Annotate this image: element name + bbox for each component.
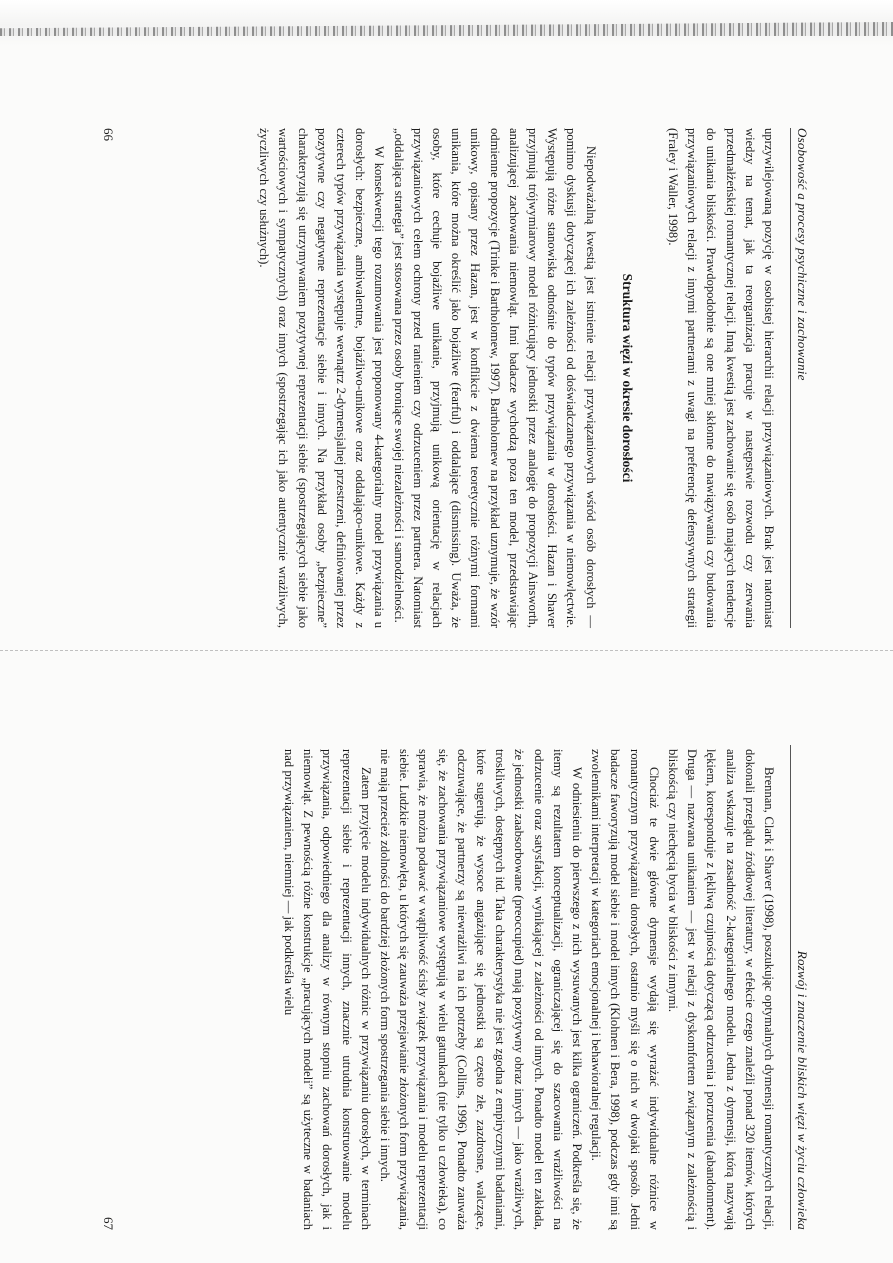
page-number-right: 67 bbox=[101, 1217, 116, 1230]
running-head-left: Osobowość a procesy psychiczne i zachowanie bbox=[790, 128, 810, 628]
right-paragraph-3: W odniesieniu do pierwszego z nich wysuwanych jest kilka ograniczeń. Podkreśla się, że itemy są rezultatem konceptualizacji, ograniczającej się do szacowania wrażliwości na odrzucenie oraz satysfakcji, wynikającej z zależności od innych. Ponadto model ten zakłada, że jednostki zaabsorbowane (preoccupied) mają pozytywny obraz innych — jako wrażliwych, troskliwych, dostępnych itd. Taka charakterystyka nie jest zgodna z empirycznymi badaniami, które sugerują, że wysoce angażujące się jednostki są często złe, zazdrosne, walczące, odczuwające, że partnerzy są niewrażliwi na ich potrzeby (Collins, 1996). Ponadto zauważa się, że zachowania przywiązaniowe występują w wielu gatunkach (nie tylko u człowieka), co sprawia, że można podawać w wątpliwość ścisły związek przywiązania i modelu reprezentacji siebie. Ludzkie niemowlęta, u których się zauważa przejawianie złożonych form przywiązania, nie mają przecież zdolności do bardziej złożonych form spostrzegania siebie i innych. bbox=[377, 749, 584, 1230]
page-left bbox=[90, 128, 810, 628]
running-head-right: Rozwój i znaczenie bliskich więzi w życiu człowieka bbox=[790, 745, 810, 1230]
left-section-paragraph-1: Niepodważalną kwestią jest istnienie relacji przywiązaniowych wśród osób dorosłych — pomimo dyskusji dotyczącej ich zależności od doświadczanego przywiązania w niemowlęctwie. Występują różne stanowiska odnośnie do typów przywiązania w dorosłości. Hazan i Shaver przyjmują trójwymiarowy model różnicujący jednostki przez analogię do propozycji Ainsworth, analizującej zachowania niemowląt. Inni badacze wychodzą poza ten model, przedstawiając odmienne propozycje (Trinke i Bartholomew, 1997). Bartholomew na przykład uznymuje, że wzór unikowy, opisany przez Hazan, jest w konflikcie z dwiema teoretycznie różnymi formami unikania, które można określić jako bojaźliwe (fearful) i oddalające (dismissing). Uważa, że osoby, które cechuje bojaźliwe unikanie, przyjmują unikową orientację w relacjach przywiązaniowych celem ochrony przed ranieniem czy odrzuceniem przez partnera. Natomiast „oddalająca strategia” jest stosowana przez osoby broniące swojej niezależności i samodzielności. bbox=[391, 128, 598, 628]
page-right bbox=[90, 745, 810, 1230]
book-fold bbox=[0, 650, 893, 652]
left-section-paragraph-2: W konsekwencji tego rozumowania jest proponowany 4-kategorialny model przywiązania u dorosłych: bezpieczne, ambiwalentne, bojaźliwo-unikowe oraz oddalająco-unikowe. Każdy z czterech typów przywiązania występuje wewnątrz 2-dymensjalnej przestrzeni, definiowanej przez pozytywne czy negatywne reprezentacje siebie i innych. Na przykład osoby „bezpieczne” charakteryzują się utrzymywaniem pozytywnej reprezentacji siebie (spostrzegających siebie jako wartościowych i sympatycznych) oraz innych (spostrzegając ich jako autentycznie wrażliwych, życzliwych czy usłużnych). bbox=[257, 128, 387, 628]
section-heading: Struktura więzi w okresie dorosłości bbox=[619, 273, 635, 483]
left-body bbox=[254, 128, 778, 628]
page-number-left: 66 bbox=[101, 128, 116, 141]
left-paragraph-1: uprzywilejowaną pozycję w osobistej hierarchii relacji przywiązaniowych. Brak jest natomiast wiedzy na temat, jak ta reorganizacja pracuje w następstwie rozwodu czy zerwania przedmałżeńskiej romantycznej relacji. Inną kwestią jest zachowanie się osób mających tendencje do unikania bliskości. Prawdopodobnie są one mniej skłonne do nawiązywania czy budowania przywiązaniowych relacji z innymi partnerami z uwagi na preferencję defensywnych strategii (Fraley i Waller, 1998). bbox=[665, 128, 776, 628]
right-paragraph-2: Chociaż te dwie główne dymensje wydają się wyrażać indywidualne różnice w romantycznym przywiązaniu dorosłych, ostatnio myśli się o nich w dwojaki sposób. Jedni badacze faworyzują model siebie i model innych (Klohnen i Bera, 1998), podczas gdy inni są zwolennikami interpretacji w kategoriach emocjonalnej i behawioralnej regulacji. bbox=[589, 749, 661, 1230]
right-body bbox=[279, 745, 778, 1230]
right-paragraph-4: Zatem przyjęcie modelu indywidualnych różnic w przywiązaniu dorosłych, w terminach reprezentacji siebie i reprezentacji innych, znacznie utrudnia konstruowanie modelu przywiązania, odpowiedniego dla analizy w równym stopniu zachowań dorosłych, jak i niemowląt. Z pewnością różne konstrukcje „pracujących modeli” są użyteczne w badaniach nad przywiązaniem, niemniej — jak podkreśla wielu bbox=[281, 749, 373, 1230]
right-paragraph-1: Brennan, Clark i Shaver (1998), poszukując optymalnych dymensji romantycznych relacji, dokonali przeglądu źródłowej literatury, w efekcie czego znaleźli ponad 320 itemów, których analiza wskazuje na zasadność 2-kategorialnego modelu. Jedna z dymensji, którą nazywają lękiem, koresponduje z lękliwą czujnością dotyczącą odrzucenia i porzucenia (abandonment). Druga — nazwana unikaniem — jest w relacji z dyskomfortem związanym z zależnością i bliskością czy niechęcią bycia w bliskości z innymi. bbox=[665, 749, 776, 1230]
